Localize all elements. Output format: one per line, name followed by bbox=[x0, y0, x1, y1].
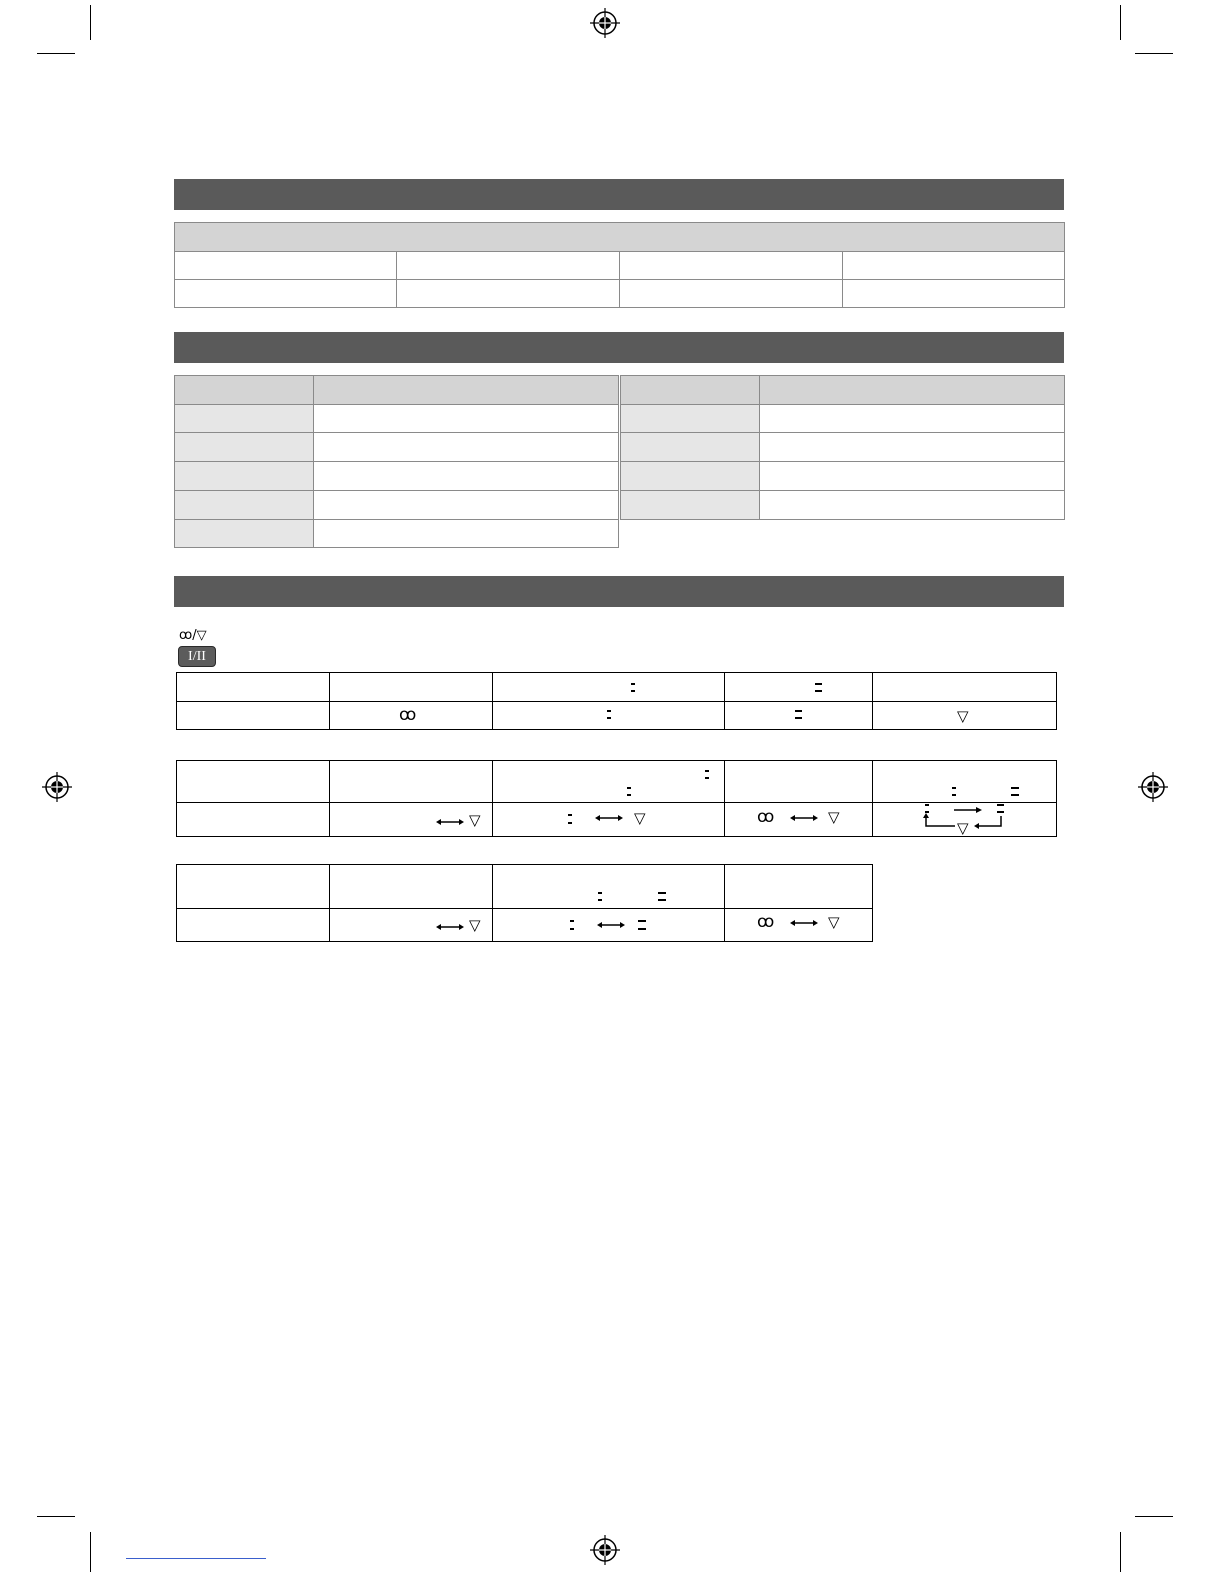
section-header-bar-1 bbox=[174, 179, 1064, 210]
table-cell bbox=[396, 279, 620, 308]
table-label-cell bbox=[620, 432, 760, 462]
swap-arrow-icon bbox=[790, 919, 818, 927]
footer-link-underline bbox=[126, 1558, 266, 1559]
table-cell bbox=[176, 701, 330, 730]
table-header-cell bbox=[620, 375, 760, 405]
table-label-cell bbox=[174, 432, 314, 462]
table-cell bbox=[724, 701, 873, 730]
table-cell bbox=[396, 251, 620, 280]
table-cell bbox=[724, 672, 873, 702]
dual-two-mark bbox=[638, 920, 646, 922]
table-cell bbox=[329, 760, 493, 803]
table-cell bbox=[759, 432, 1065, 462]
table-cell bbox=[842, 279, 1065, 308]
crop-mark-top-right-v bbox=[1120, 5, 1121, 40]
dual-two-mark bbox=[1011, 787, 1019, 789]
table-cell bbox=[313, 519, 619, 548]
table-cell bbox=[176, 672, 330, 702]
dual-one-mark bbox=[570, 928, 574, 930]
dual-two-mark bbox=[658, 892, 666, 894]
crop-mark-bottom-right-h bbox=[1135, 1516, 1173, 1517]
registration-mark-icon bbox=[42, 772, 72, 802]
table-cell bbox=[176, 760, 330, 803]
table-cell bbox=[174, 251, 397, 280]
dual-two-mark bbox=[658, 899, 666, 901]
dual-one-mark bbox=[568, 814, 572, 816]
table-cell bbox=[842, 251, 1065, 280]
registration-mark-icon bbox=[1138, 772, 1168, 802]
section-header-bar-3 bbox=[174, 576, 1064, 607]
table-header-cell bbox=[174, 375, 314, 405]
table-label-cell bbox=[174, 461, 314, 491]
table-cell bbox=[329, 864, 493, 909]
table-header-cell bbox=[313, 375, 619, 405]
crop-mark-top-right-h bbox=[1135, 53, 1173, 54]
stereo-icon: ꝏ bbox=[757, 807, 775, 827]
dual-one-mark bbox=[705, 770, 709, 772]
table-cell bbox=[176, 802, 330, 837]
table-label-cell bbox=[620, 404, 760, 433]
table-cell bbox=[759, 490, 1065, 520]
table-label-cell bbox=[620, 490, 760, 520]
registration-mark-icon bbox=[590, 1535, 620, 1565]
mono-icon: ▽ bbox=[828, 808, 840, 826]
swap-arrow-icon bbox=[790, 814, 818, 822]
mono-icon: ▽ bbox=[634, 809, 646, 827]
crop-mark-top-left-h bbox=[37, 53, 75, 54]
table-cell bbox=[313, 461, 619, 491]
table-cell bbox=[619, 279, 843, 308]
table-cell bbox=[872, 672, 1057, 702]
dual-two-mark bbox=[795, 710, 802, 712]
dual-one-mark bbox=[627, 787, 631, 789]
dual-two-mark bbox=[638, 928, 646, 930]
mono-icon: ▽ bbox=[957, 707, 969, 725]
table-header-cell bbox=[759, 375, 1065, 405]
swap-arrow-icon bbox=[436, 818, 464, 826]
dual-one-mark bbox=[705, 777, 709, 779]
swap-arrow-icon bbox=[436, 923, 464, 931]
dual-two-mark bbox=[795, 717, 802, 719]
table-cell bbox=[724, 864, 873, 909]
mono-icon: ▽ bbox=[828, 913, 840, 931]
dual-one-mark bbox=[952, 794, 956, 796]
dual-two-mark bbox=[815, 683, 822, 685]
swap-arrow-icon bbox=[597, 921, 625, 929]
table-label-cell bbox=[174, 519, 314, 548]
table-cell bbox=[759, 404, 1065, 433]
table-cell bbox=[329, 672, 493, 702]
table-cell bbox=[313, 404, 619, 433]
table-cell bbox=[492, 701, 725, 730]
table-cell bbox=[176, 864, 330, 909]
table-cell bbox=[313, 432, 619, 462]
table-cell bbox=[492, 864, 725, 909]
dual-one-mark bbox=[598, 892, 602, 894]
dual-one-mark bbox=[607, 717, 611, 719]
crop-mark-bottom-left-h bbox=[37, 1516, 75, 1517]
dual-one-mark bbox=[568, 822, 572, 824]
table-cell bbox=[724, 760, 873, 803]
dual-one-mark bbox=[631, 690, 635, 692]
dual-one-mark bbox=[627, 794, 631, 796]
table-label-cell bbox=[620, 461, 760, 491]
dual-one-mark bbox=[570, 920, 574, 922]
table-cell bbox=[619, 251, 843, 280]
table-label-cell bbox=[174, 404, 314, 433]
swap-arrow-icon bbox=[595, 814, 623, 822]
table-cell bbox=[174, 279, 397, 308]
table-cell bbox=[492, 760, 725, 803]
table-cell bbox=[759, 461, 1065, 491]
table-header-row bbox=[174, 222, 1065, 252]
dual-one-mark bbox=[631, 683, 635, 685]
table-cell bbox=[313, 490, 619, 520]
dual-two-mark bbox=[815, 690, 822, 692]
table-cell bbox=[176, 908, 330, 942]
table-cell bbox=[872, 760, 1057, 803]
mono-icon: ▽ bbox=[469, 811, 481, 829]
registration-mark-icon bbox=[590, 8, 620, 38]
table-cell bbox=[492, 672, 725, 702]
section-header-bar-2 bbox=[174, 332, 1064, 363]
stereo-icon: ꝏ bbox=[757, 912, 775, 932]
dual-one-mark bbox=[598, 899, 602, 901]
mono-icon: ▽ bbox=[469, 916, 481, 934]
crop-mark-bottom-right-v bbox=[1120, 1532, 1121, 1572]
crop-mark-bottom-left-v bbox=[90, 1532, 91, 1572]
table-label-cell bbox=[174, 490, 314, 520]
crop-mark-top-left-v bbox=[90, 5, 91, 40]
dual-one-mark bbox=[607, 710, 611, 712]
stereo-icon: ꝏ bbox=[399, 705, 417, 725]
mono-icon: ▽ bbox=[957, 819, 969, 837]
dual-two-mark bbox=[1011, 794, 1019, 796]
stereo-mono-icon-line: ꝏ/▽ bbox=[179, 628, 207, 643]
mode-button-i-ii: I/II bbox=[178, 646, 216, 667]
dual-one-mark bbox=[952, 787, 956, 789]
